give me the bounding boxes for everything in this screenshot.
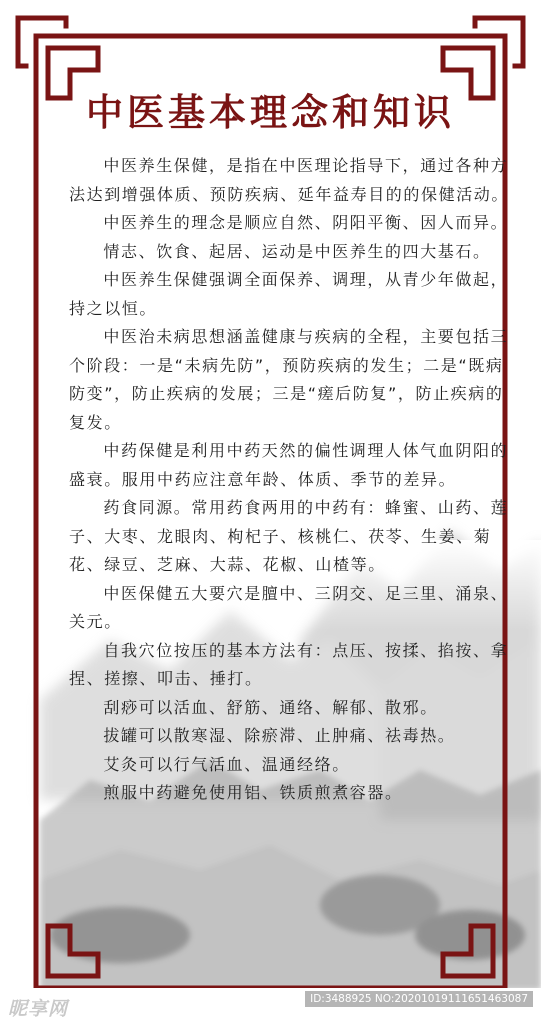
- paragraph: 艾灸可以行气活血、温通经络。: [103, 754, 350, 774]
- paragraph: 煎服中药避免使用铝、铁质煎煮容器。: [103, 783, 403, 802]
- paragraph: 中医养生保健，是指在中医理论指导下，通过各种方法达到增强体质、预防疾病、延年益寿目的的保健活动。: [69, 156, 510, 204]
- paragraph: 中医养生保健强调全面保养、调理，从青少年做起，持之以恒。: [69, 270, 509, 318]
- watermark-footer: [0, 988, 541, 1024]
- paragraph: 情志、饮食、起居、运动是中医养生的四大基石。: [103, 241, 491, 261]
- poster-title: 中医基本理念和知识: [86, 91, 455, 134]
- watermark-logo: 昵享网: [8, 998, 69, 1020]
- paragraph: 中医养生的理念是顺应自然、阴阳平衡、因人而异。: [103, 213, 509, 232]
- knowledge-body: [69, 152, 514, 808]
- paragraph: 中医治未病思想涵盖健康与疾病的全程，主要包括三个阶段：一是“未病先防”，预防疾病的发生；二是“既病防变”，防止疾病的发展；三是“瘥后防复”，防止疾病的复发。: [69, 327, 509, 432]
- paragraph: 自我穴位按压的基本方法有：点压、按揉、掐按、拿捏、搓擦、叩击、捶打。: [69, 640, 509, 688]
- paragraph: 中药保健是利用中药天然的偏性调理人体气血阴阳的盛衰。服用中药应注意年龄、体质、季节的差异。: [69, 441, 509, 489]
- paragraph: 药食同源。常用药食两用的中药有：蜂蜜、山药、莲子、大枣、龙眼肉、枸杞子、核桃仁、茯苓、生姜、菊花、绿豆、芝麻、大蒜、花椒、山楂等。: [69, 498, 509, 574]
- paragraph: 中医保健五大要穴是膻中、三阴交、足三里、涌泉、关元。: [69, 583, 509, 631]
- image-id-label: ID:3488925 NO:20201019111651463087: [305, 991, 533, 1007]
- paragraph: 拔罐可以散寒湿、除瘀滞、止肿痛、祛毒热。: [103, 726, 456, 745]
- paragraph: 刮痧可以活血、舒筋、通络、解郁、散邪。: [103, 697, 438, 717]
